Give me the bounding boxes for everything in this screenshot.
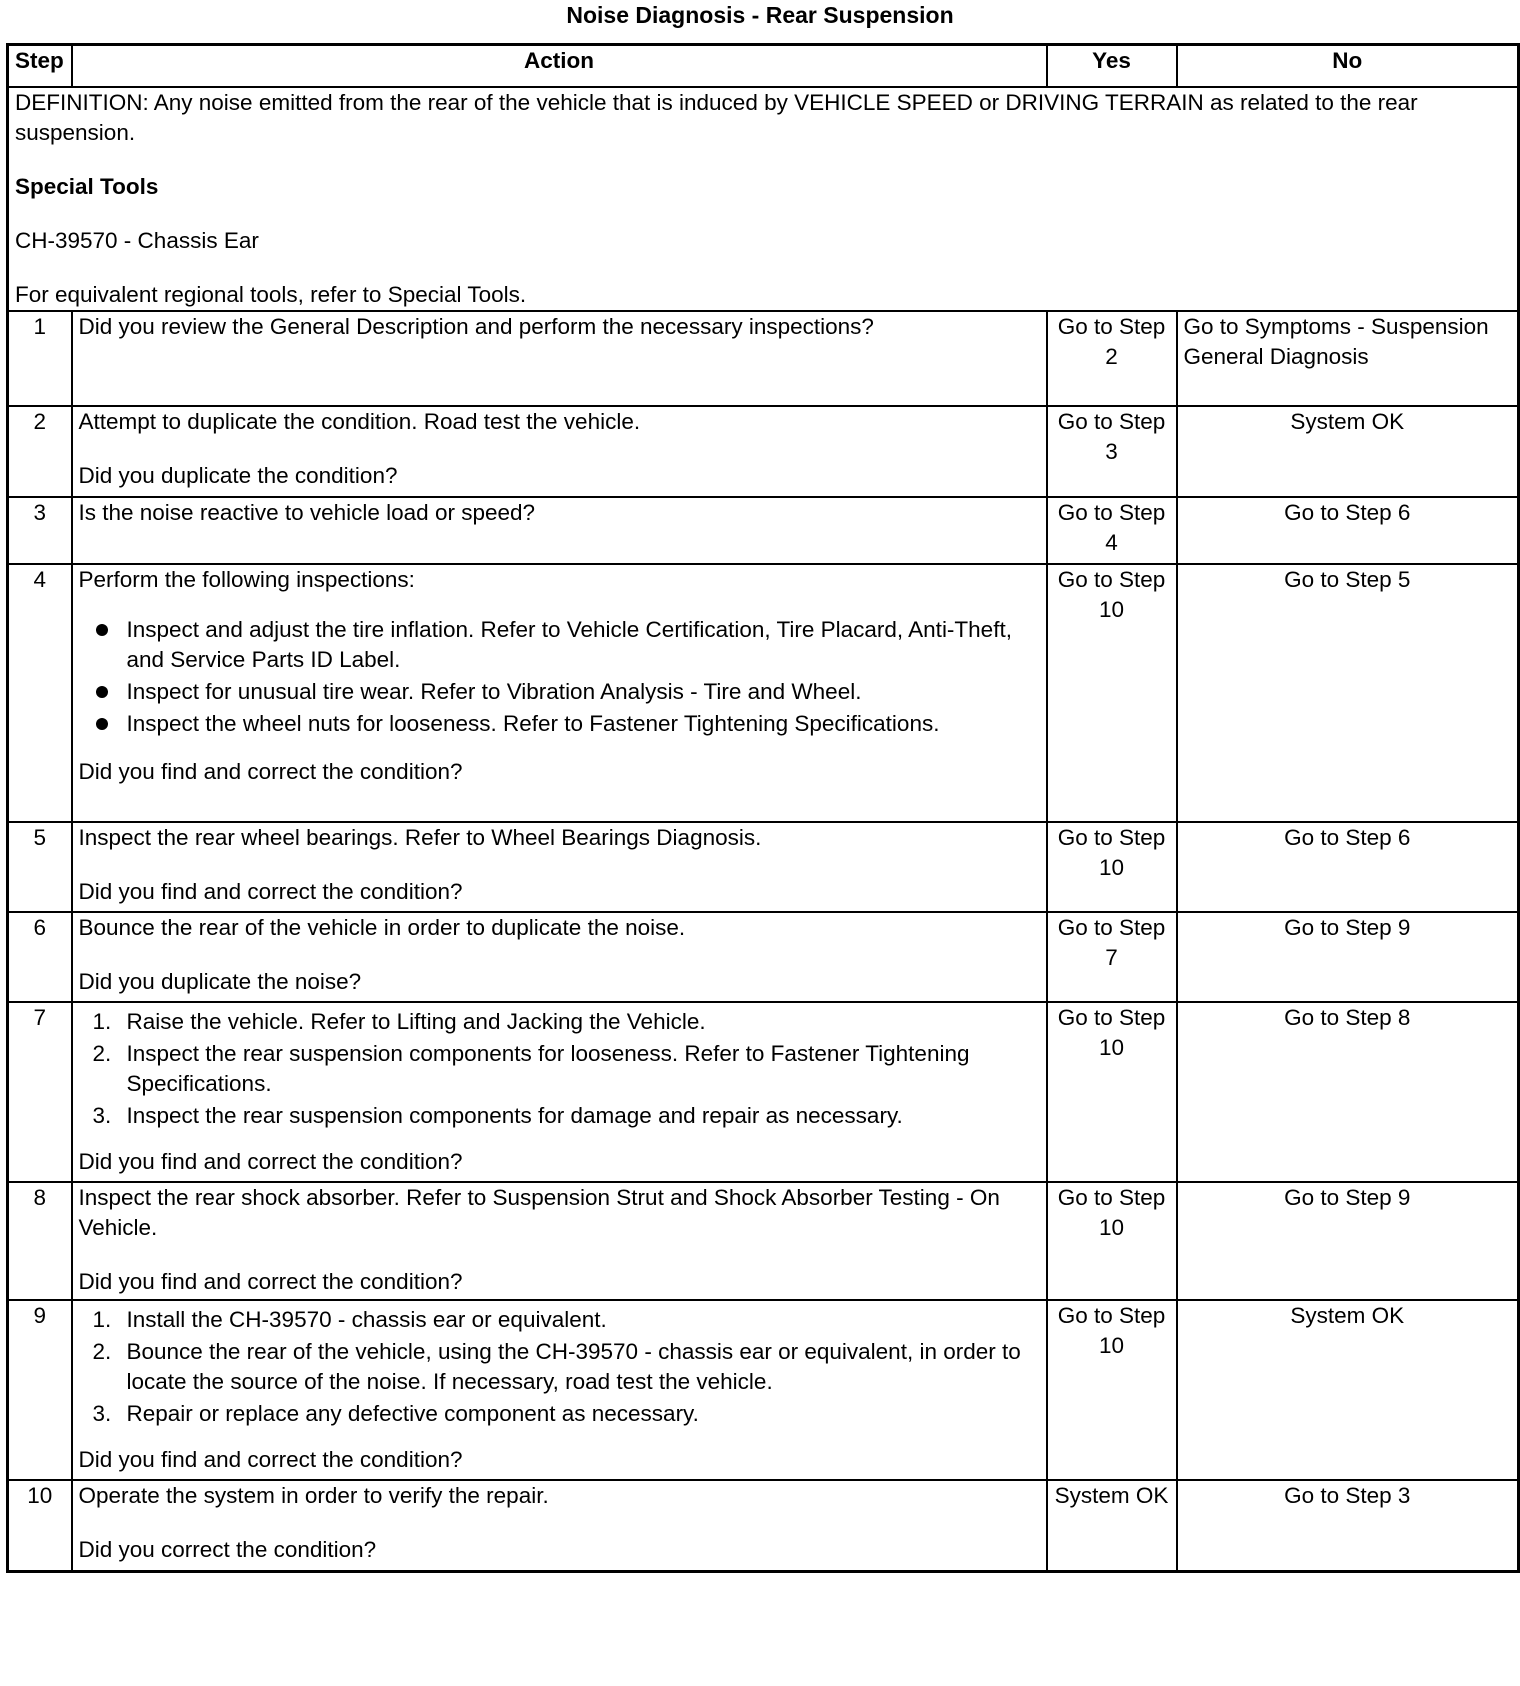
- step-action: [72, 497, 1047, 564]
- step-no: [1177, 564, 1519, 822]
- table-row: [8, 1002, 1519, 1182]
- table-row: [8, 1182, 1519, 1300]
- step-number: 2: [8, 406, 72, 497]
- step-action-text: Attempt to duplicate the condition. Road test the vehicle.: [78, 409, 641, 434]
- no-link[interactable]: Go to Step 6: [1284, 500, 1411, 525]
- equivalent-tools-note: For equivalent regional tools, refer to Special Tools.: [15, 282, 527, 307]
- step-no: [1177, 912, 1519, 1002]
- yes-link[interactable]: System OK: [1054, 1483, 1169, 1508]
- step-action-text: Perform the following inspections:: [78, 567, 415, 592]
- yes-link[interactable]: Go to Step 10: [1057, 567, 1166, 622]
- step-no: [1177, 1480, 1519, 1571]
- step-number: 7: [8, 1002, 72, 1182]
- step-action: [72, 311, 1047, 406]
- yes-link[interactable]: Go to Step 10: [1057, 1005, 1166, 1060]
- no-link[interactable]: Go to Step 5: [1284, 567, 1411, 592]
- step-yes: [1047, 1002, 1177, 1182]
- inspection-list: [79, 615, 1040, 739]
- table-row: [8, 822, 1519, 912]
- step-yes: [1047, 564, 1177, 822]
- step-no: [1177, 1002, 1519, 1182]
- step-action-text: Inspect the rear shock absorber. Refer to Suspension Strut and Shock Absorber Testing - On Vehicle.: [78, 1185, 1000, 1240]
- step-yes: [1047, 1480, 1177, 1571]
- step-number: 10: [8, 1480, 72, 1571]
- step-yes: [1047, 1300, 1177, 1480]
- step-question: Did you duplicate the condition?: [78, 463, 398, 488]
- step-action-text: Bounce the rear of the vehicle in order to duplicate the noise.: [78, 915, 686, 940]
- step-action: [72, 1182, 1047, 1300]
- step-action-text: Inspect the rear wheel bearings. Refer to Wheel Bearings Diagnosis.: [78, 825, 762, 850]
- step-number: 6: [8, 912, 72, 1002]
- step-action-text: Operate the system in order to verify the repair.: [78, 1483, 549, 1508]
- step-no: [1177, 311, 1519, 406]
- step-question: Did you duplicate the noise?: [78, 969, 362, 994]
- diagnosis-table: [6, 43, 1520, 1573]
- list-item: 1. Raise the vehicle. Refer to Lifting and Jacking the Vehicle.: [92, 1009, 706, 1034]
- step-yes: [1047, 311, 1177, 406]
- step-question: Did you find and correct the condition?: [78, 879, 463, 904]
- no-link[interactable]: Go to Step 3: [1284, 1483, 1411, 1508]
- table-row: [8, 564, 1519, 822]
- definition-text: DEFINITION: Any noise emitted from the rear of the vehicle that is induced by VEHICLE SPEED or DRIVING TERRAIN as related to the rear suspension.: [15, 90, 1418, 145]
- header-yes: Yes: [1047, 45, 1177, 88]
- no-link[interactable]: Go to Step 9: [1284, 915, 1411, 940]
- document-title: Noise Diagnosis - Rear Suspension: [566, 2, 954, 28]
- list-item: 1. Install the CH-39570 - chassis ear or equivalent.: [92, 1307, 607, 1332]
- table-row: [8, 406, 1519, 497]
- list-item: Inspect and adjust the tire inflation. Refer to Vehicle Certification, Tire Placard, Anti-Theft, and Service Parts ID Label.: [79, 615, 1040, 675]
- no-link[interactable]: Go to Step 8: [1284, 1005, 1411, 1030]
- step-yes: [1047, 912, 1177, 1002]
- yes-link[interactable]: Go to Step 3: [1057, 409, 1166, 464]
- table-row: [8, 311, 1519, 406]
- step-no: [1177, 406, 1519, 497]
- step-question: Did you find and correct the condition?: [78, 1447, 463, 1472]
- yes-link[interactable]: Go to Step 10: [1057, 825, 1166, 880]
- step-action: [72, 406, 1047, 497]
- list-item: Inspect for unusual tire wear. Refer to Vibration Analysis - Tire and Wheel.: [79, 677, 1040, 707]
- no-link[interactable]: Go to Step 6: [1284, 825, 1411, 850]
- header-step: Step: [8, 45, 72, 88]
- procedure-list: [79, 1007, 1040, 1131]
- step-number: 5: [8, 822, 72, 912]
- no-link[interactable]: Go to Step 9: [1284, 1185, 1411, 1210]
- header-action: Action: [72, 45, 1047, 88]
- yes-link[interactable]: Go to Step 10: [1057, 1303, 1166, 1358]
- table-row: [8, 497, 1519, 564]
- step-yes: [1047, 406, 1177, 497]
- step-action: [72, 822, 1047, 912]
- no-link[interactable]: System OK: [1290, 409, 1405, 434]
- step-action: [72, 912, 1047, 1002]
- procedure-list: [79, 1305, 1040, 1429]
- step-number: 3: [8, 497, 72, 564]
- yes-link[interactable]: Go to Step 2: [1057, 314, 1166, 369]
- no-link[interactable]: System OK: [1290, 1303, 1405, 1328]
- step-number: 8: [8, 1182, 72, 1300]
- list-item: 3. Inspect the rear suspension components for damage and repair as necessary.: [92, 1103, 903, 1128]
- step-number: 4: [8, 564, 72, 822]
- step-action: [72, 1300, 1047, 1480]
- step-action: [72, 564, 1047, 822]
- step-question: Is the noise reactive to vehicle load or speed?: [78, 500, 536, 525]
- step-question: Did you correct the condition?: [78, 1537, 377, 1562]
- step-action: [72, 1480, 1047, 1571]
- special-tool-item: CH-39570 - Chassis Ear: [15, 228, 259, 253]
- step-question: Did you find and correct the condition?: [78, 1149, 463, 1174]
- list-item: 2. Inspect the rear suspension components for looseness. Refer to Fastener Tightening Specifications.: [92, 1041, 970, 1096]
- step-yes: [1047, 1182, 1177, 1300]
- table-header-row: [8, 45, 1519, 88]
- yes-link[interactable]: Go to Step 4: [1057, 500, 1166, 555]
- step-yes: [1047, 497, 1177, 564]
- step-question: Did you review the General Description and perform the necessary inspections?: [78, 314, 874, 339]
- table-row: [8, 1480, 1519, 1571]
- table-row: [8, 912, 1519, 1002]
- step-question: Did you find and correct the condition?: [78, 759, 463, 784]
- step-no: [1177, 822, 1519, 912]
- step-no: [1177, 1182, 1519, 1300]
- special-tools-heading: Special Tools: [15, 174, 159, 199]
- step-number: 1: [8, 311, 72, 406]
- yes-link[interactable]: Go to Step 7: [1057, 915, 1166, 970]
- header-no: No: [1177, 45, 1519, 88]
- table-row: [8, 1300, 1519, 1480]
- no-link[interactable]: Go to Symptoms - Suspension General Diagnosis: [1183, 314, 1489, 369]
- list-item: 2. Bounce the rear of the vehicle, using the CH-39570 - chassis ear or equivalent, in order to locate the source of the noise. If necessary, road test the vehicle.: [92, 1339, 1021, 1394]
- step-action: [72, 1002, 1047, 1182]
- list-item: 3. Repair or replace any defective component as necessary.: [92, 1401, 699, 1426]
- step-no: [1177, 497, 1519, 564]
- definition-cell: [8, 87, 1519, 311]
- definition-row: [8, 87, 1519, 311]
- step-yes: [1047, 822, 1177, 912]
- step-question: Did you find and correct the condition?: [78, 1269, 463, 1294]
- yes-link[interactable]: Go to Step 10: [1057, 1185, 1166, 1240]
- step-no: [1177, 1300, 1519, 1480]
- step-number: 9: [8, 1300, 72, 1480]
- list-item: Inspect the wheel nuts for looseness. Refer to Fastener Tightening Specifications.: [79, 709, 1040, 739]
